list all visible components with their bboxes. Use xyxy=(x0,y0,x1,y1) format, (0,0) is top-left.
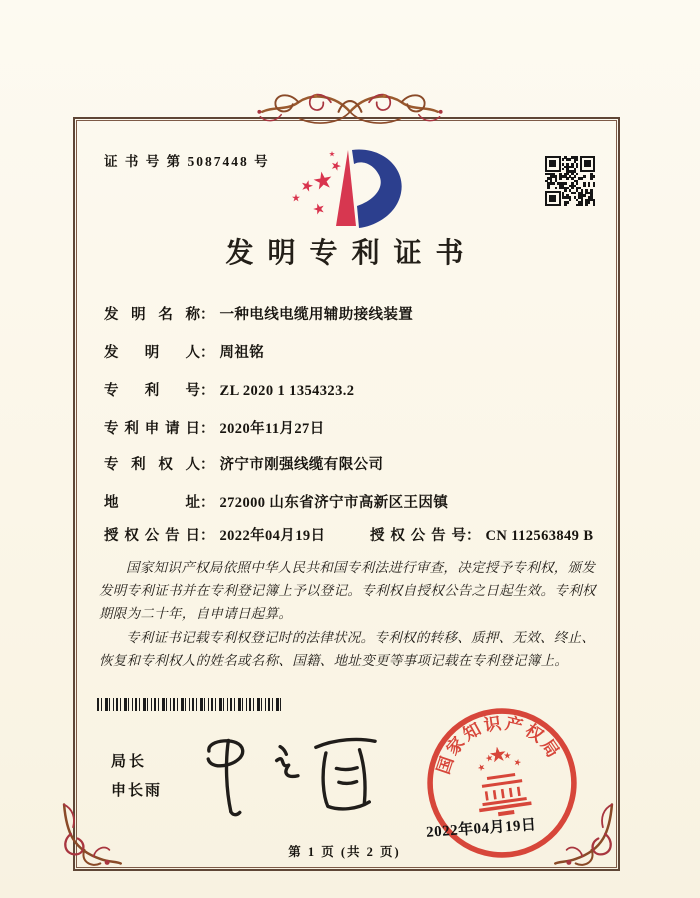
field-label: 专利申请日 xyxy=(104,421,200,437)
field-patent-number xyxy=(104,379,354,399)
field-colon: ： xyxy=(200,307,215,323)
legal-paragraph-1: 国家知识产权局依照中华人民共和国专利法进行审查，决定授予专利权，颁发发明专利证书并在专利登记簿上予以登记。专利权自授权公告之日起生效。专利权期限为二十年，自申请日起算。 xyxy=(99,560,596,622)
field-colon: ： xyxy=(200,457,215,473)
field-value: 272000 山东省济宁市高新区王因镇 xyxy=(219,495,449,511)
field-label: 专利号 xyxy=(104,383,200,399)
cnipa-logo-icon xyxy=(282,146,418,236)
field-colon: ： xyxy=(200,345,215,361)
field-address xyxy=(104,491,448,511)
field-colon: ： xyxy=(200,528,215,544)
field-value: ZL 2020 1 1354323.2 xyxy=(219,383,355,399)
barcode xyxy=(97,698,283,711)
qr-finder-icon xyxy=(545,191,561,207)
qr-code xyxy=(545,156,595,206)
field-value: 周祖铭 xyxy=(219,345,265,361)
field-filing-date xyxy=(104,417,325,437)
field-label: 发明名称 xyxy=(104,307,200,323)
field-value: CN 112563849 B xyxy=(485,528,594,544)
qr-finder-icon xyxy=(545,156,561,172)
field-value: 一种电线电缆用辅助接线装置 xyxy=(219,307,414,323)
legal-text-block xyxy=(99,556,603,672)
field-colon: ： xyxy=(466,528,481,544)
qr-finder-icon xyxy=(580,156,596,172)
field-value: 2020年11月27日 xyxy=(219,421,325,437)
field-label: 地址 xyxy=(104,495,200,511)
field-grant-number xyxy=(370,524,593,545)
field-label: 授权公告号 xyxy=(370,528,466,544)
certificate-title: 发明专利证书 xyxy=(225,238,478,269)
field-colon: ： xyxy=(200,421,215,437)
legal-paragraph-2: 专利证书记载专利权登记时的法律状况。专利权的转移、质押、无效、终止、恢复和专利权人的姓名或名称、国籍、地址变更等事项记载在专利登记簿上。 xyxy=(99,629,596,668)
top-flourish-ornament-icon xyxy=(245,82,455,134)
certificate-number: 证 书 号 第 5087448 号 xyxy=(104,154,270,169)
page-number-footer: 第 1 页 (共 2 页) xyxy=(288,845,401,859)
field-patentee xyxy=(104,453,383,473)
field-value: 济宁市刚强线缆有限公司 xyxy=(219,457,384,473)
signer-title: 局长 xyxy=(111,753,148,770)
field-colon: ： xyxy=(200,383,215,399)
field-colon: ： xyxy=(200,495,215,511)
seal-agency-text: 国家知识产权局 xyxy=(433,713,565,777)
field-label: 发明人 xyxy=(104,345,200,361)
field-inventor xyxy=(104,341,264,361)
seal-stamp-date: 2022年04月19日 xyxy=(425,817,538,841)
field-label: 专利权人 xyxy=(104,457,200,473)
signer-name: 申长雨 xyxy=(111,782,163,799)
field-grant-info xyxy=(104,524,594,544)
field-label: 授权公告日 xyxy=(104,528,200,544)
svg-text:国家知识产权局 xyxy=(427,706,565,779)
field-invention-name xyxy=(104,303,413,323)
handwritten-signature-icon xyxy=(184,722,395,825)
field-value: 2022年04月19日 xyxy=(219,528,326,544)
